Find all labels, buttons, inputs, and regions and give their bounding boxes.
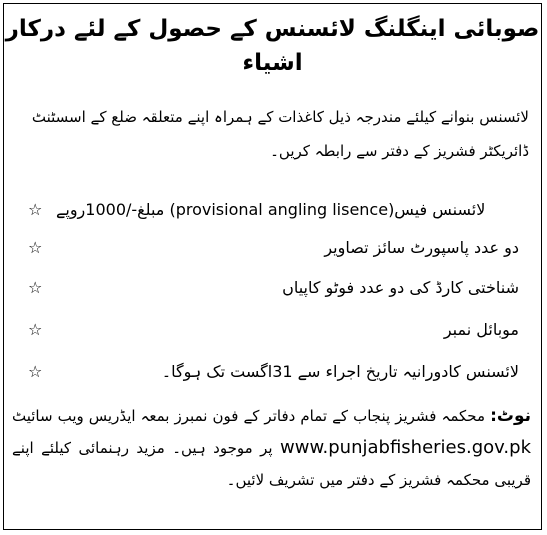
document-frame — [3, 3, 542, 530]
note-label: نوٹ: — [490, 406, 531, 426]
list-item-id-copies — [4, 274, 541, 304]
star-icon: ☆ — [28, 320, 43, 339]
star-icon: ☆ — [28, 278, 43, 297]
note-paragraph — [12, 400, 531, 496]
list-item-validity — [4, 358, 541, 388]
list-item-mobile — [4, 316, 541, 346]
list-item-text: شناختی کارڈ کی دو عدد فوٹو کاپیاں — [282, 278, 519, 297]
intro-paragraph: لائسنس بنوانے کیلئے مندرجہ ذیل کاغذات کے ہمراہ اپنے متعلقہ ضلع کے اسسٹنٹ ڈائریکٹر فشریز کے دفتر سے رابطہ کریں۔ — [31, 108, 529, 160]
list-item-text: دو عدد پاسپورٹ سائز تصاویر — [324, 238, 519, 257]
list-item-photos — [4, 234, 541, 264]
list-item-text: موبائل نمبر — [443, 320, 519, 339]
star-icon: ☆ — [28, 200, 43, 219]
list-item-text: لائسنس فیس(provisional angling lisence) مبلغ-/1000روپے — [56, 200, 486, 219]
star-icon: ☆ — [28, 238, 43, 257]
list-item-license-fee — [4, 196, 541, 226]
website-link[interactable]: www.punjabfisheries.gov.pk — [280, 437, 531, 458]
note-text-continued: پر موجود ہیں۔ مزید رہنمائی کیلئے اپنے قریبی محکمہ فشریز کے دفتر میں تشریف لائیں۔ — [12, 439, 531, 489]
note-text: محکمہ فشریز پنجاب کے تمام دفاتر کے فون نمبرز بمعہ ایڈریس ویب سائیٹ — [12, 407, 485, 425]
star-icon: ☆ — [28, 362, 43, 381]
list-item-text: لائسنس کادورانیہ تاریخ اجراء سے 31اگست تک ہوگا۔ — [161, 362, 519, 381]
page-title: صوبائی اینگلنگ لائسنس کے حصول کے لئے درکار اشیاء — [5, 16, 540, 76]
